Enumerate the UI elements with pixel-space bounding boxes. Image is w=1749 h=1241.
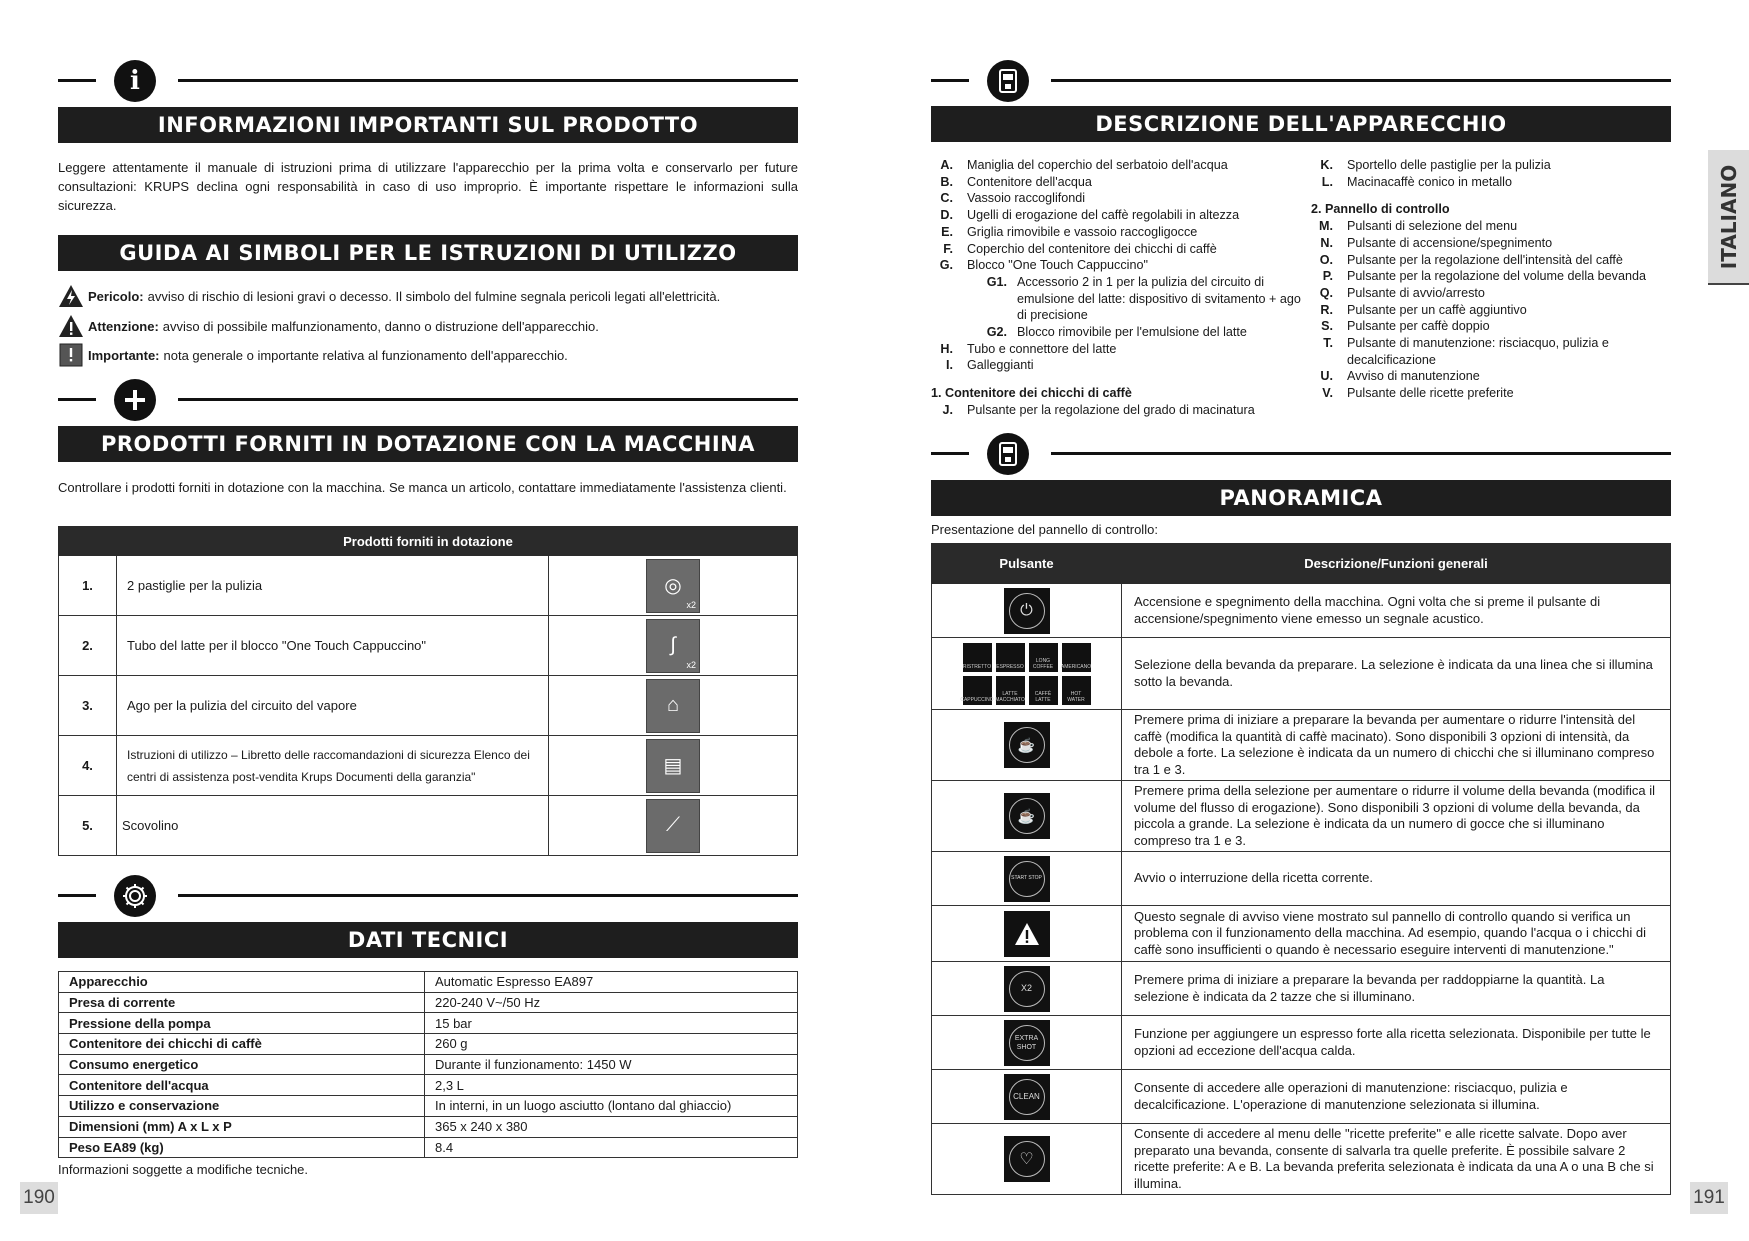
table-header: Prodotti forniti in dotazione (59, 527, 798, 556)
coffee-intensity-icon: ☕ (1004, 722, 1050, 768)
list-item: I. Galleggianti (946, 358, 1034, 373)
espresso-icon: ESPRESSO (996, 643, 1025, 672)
double-coffee-icon: X2 (1004, 966, 1050, 1012)
table-row: Questo segnale di avviso viene mostrato sul pannello di controllo quando si verifica un problema con il funzionamento della macchina. Ad esempio, quando l'acqua o i chicchi di caffè sono insufficienti o quando è necessario eseguire interventi di manutenzione." (932, 906, 1671, 962)
control-panel-table (931, 543, 1671, 1195)
heart-favorites-icon: ♡ (1004, 1136, 1050, 1182)
table-row: CLEAN Consente di accedere alle operazioni di manutenzione: risciacquo, pulizia e decalcificazione. L'operazione di manutenzione selezionata si illumina. (932, 1070, 1671, 1124)
maintenance-warning-icon (1004, 911, 1050, 957)
table-row: Utilizzo e conservazione In interni, in un luogo asciutto (lontano dal ghiaccio) (59, 1096, 798, 1117)
start-stop-icon: START STOP (1004, 856, 1050, 902)
table-row: ☕ Premere prima di iniziare a preparare la bevanda per aumentare o ridurre l'intensità del caffè (modifica la quantità di caffè macinato). Sono disponibili 3 opzioni di intensità, da debole a forte. La selezione è indicata da un numero di chicchi che si illuminano compreso tra 1 e 3. (932, 710, 1671, 781)
table-row: 1. 2 pastiglie per la pulizia ◎ x2 (59, 556, 798, 616)
list-item: U. Avviso di manutenzione (1320, 369, 1480, 384)
section-divider (931, 433, 1671, 473)
important-note-icon (58, 342, 84, 368)
table-row: 5. Scovolino ⟋ (59, 796, 798, 856)
gear-icon (114, 875, 156, 917)
table-row: Peso EA89 (kg) 8.4 (59, 1137, 798, 1158)
coffee-machine-icon (987, 60, 1029, 102)
manual-book-icon: ▤ (646, 739, 700, 793)
symbol-row-danger: Pericolo: avviso di rischio di lesioni gravi o decesso. Il simbolo del fulmine segnala pericoli legati all'elettricità. (58, 283, 798, 309)
section-divider (58, 379, 798, 419)
table-row: X2 Premere prima di iniziare a preparare la bevanda per raddoppiarne la quantità. La selezione è indicata da 2 tazze che si illuminano. (932, 962, 1671, 1016)
long-coffee-icon: LONG COFFEE (1029, 643, 1058, 672)
parts-list-column-2 (1311, 157, 1671, 402)
page-number: 190 (20, 1182, 58, 1214)
supplied-paragraph: Controllare i prodotti forniti in dotazione con la macchina. Se manca un articolo, contattare immediatamente l'assistenza clienti. (58, 480, 787, 495)
list-item: R. Pulsante per un caffè aggiuntivo (1320, 302, 1527, 317)
list-item: A. Maniglia del coperchio del serbatoio dell'acqua (940, 158, 1228, 172)
list-item: K. Sportello delle pastiglie per la pulizia (1320, 158, 1551, 172)
technical-data-table (58, 971, 798, 1158)
warning-triangle-icon (58, 313, 84, 339)
list-item: L. Macinacaffè conico in metallo (1321, 174, 1512, 189)
table-row: 2. Tubo del latte per il blocco "One Touch Cappuccino" ∫ x2 (59, 616, 798, 676)
list-item: N. Pulsante di accensione/spegnimento (1320, 235, 1553, 250)
table-row: Contenitore dei chicchi di caffè 260 g (59, 1034, 798, 1055)
list-item: G1. Accessorio 2 in 1 per la pulizia del circuito di emulsione del latte: dispositivo di svitamento + ago di precisione (986, 274, 1301, 323)
list-item: Q. Pulsante di avvio/arresto (1319, 285, 1485, 300)
latte-macchiato-icon: LATTE MACCHIATO (996, 676, 1025, 705)
drink-selection-icons (960, 643, 1092, 705)
ristretto-icon: RISTRETTO (963, 643, 992, 672)
symbol-row-important: Importante: nota generale o importante relativa al funzionamento dell'apparecchio. (58, 342, 798, 368)
table-row: ☕ Premere prima della selezione per aumentare o ridurre il volume della bevanda (modifica il volume del flusso di erogazione). Sono disponibili 3 opzioni di volume della bevanda, da piccola a grande. La selezione è indicata da un numero di gocce che si illuminano compreso tra 1 e 3. (932, 781, 1671, 852)
list-item: S. Pulsante per caffè doppio (1321, 319, 1490, 334)
extra-shot-icon: EXTRA SHOT (1004, 1020, 1050, 1066)
column-header: Descrizione/Funzioni generali (1122, 544, 1671, 584)
power-icon: ⏻ (1004, 588, 1050, 634)
section-divider (931, 60, 1671, 100)
table-row: RISTRETTO ESPRESSO LONG COFFEE AMERICANO CAPPUCCINO LATTE MACCHIATO CAFFÈ LATTE HOT WATER Selezione della bevanda da preparare. La selezione è indicata da una linea che si illumina sotto la bevanda. (932, 638, 1671, 710)
section-divider (58, 60, 798, 100)
brush-icon: ⟋ (646, 799, 700, 853)
subsection-title: 2. Pannello di controllo (1311, 202, 1450, 217)
list-item: M. Pulsanti di selezione del menu (1319, 219, 1518, 234)
cleaning-tablet-icon: ◎ x2 (646, 559, 700, 613)
list-item: V. Pulsante delle ricette preferite (1322, 386, 1514, 401)
list-item: B. Contenitore dell'acqua (940, 174, 1092, 189)
parts-list-column-1 (931, 157, 1311, 419)
list-item: O. Pulsante per la regolazione dell'intensità del caffè (1319, 252, 1623, 267)
milk-tube-icon: ∫ x2 (646, 619, 700, 673)
right-page (931, 0, 1671, 1241)
section-title: GUIDA AI SIMBOLI PER LE ISTRUZIONI DI UTILIZZO (58, 235, 798, 271)
list-item: P. Pulsante per la regolazione del volume della bevanda (1322, 269, 1646, 284)
americano-icon: AMERICANO (1062, 643, 1091, 672)
coffee-machine-icon (987, 433, 1029, 475)
footnote: Informazioni soggette a modifiche tecniche. (58, 1162, 309, 1177)
table-row: EXTRA SHOT Funzione per aggiungere un espresso forte alla ricetta selezionata. Disponibile per tutte le opzioni ad eccezione dell'acqua calda. (932, 1016, 1671, 1070)
table-row: START STOP Avvio o interruzione della ricetta corrente. (932, 852, 1671, 906)
section-title: INFORMAZIONI IMPORTANTI SUL PRODOTTO (58, 107, 798, 143)
list-item: G. Blocco "One Touch Cappuccino" (939, 258, 1148, 273)
table-row: ♡ Consente di accedere al menu delle "ricette preferite" e alle ricette salvate. Dopo aver preparato una bevanda, consente di salvarla tra quelle preferite. È possibile salvare 2 ricette preferite: A e B. La bevanda preferita selezionata è indicata da una A o una B che si illumina. (932, 1124, 1671, 1195)
section-title: DESCRIZIONE DELL'APPARECCHIO (931, 106, 1671, 142)
cappuccino-icon: CAPPUCCINO (963, 676, 992, 705)
list-item: F. Coperchio del contenitore dei chicchi di caffè (943, 241, 1217, 256)
page-number: 191 (1690, 1182, 1728, 1214)
table-row: Pressione della pompa 15 bar (59, 1013, 798, 1034)
table-row: Apparecchio Automatic Espresso EA897 (59, 972, 798, 993)
section-title: DATI TECNICI (58, 922, 798, 958)
table-row: Consumo energetico Durante il funzionamento: 1450 W (59, 1054, 798, 1075)
panel-intro: Presentazione del pannello di controllo: (931, 522, 1158, 537)
list-item: C. Vassoio raccoglifondi (940, 191, 1086, 206)
table-row: Contenitore dell'acqua 2,3 L (59, 1075, 798, 1096)
hot-water-icon: HOT WATER (1062, 676, 1091, 705)
section-title: PRODOTTI FORNITI IN DOTAZIONE CON LA MACCHINA (58, 426, 798, 462)
list-item: E. Griglia rimovibile e vassoio raccogligocce (941, 224, 1198, 239)
section-divider (58, 875, 798, 915)
table-row: 3. Ago per la pulizia del circuito del vapore ⌂ (59, 676, 798, 736)
table-row: 4. Istruzioni di utilizzo – Libretto delle raccomandazioni di sicurezza Elenco dei centri di assistenza post-vendita Krups Documenti della garanzia" ▤ (59, 736, 798, 796)
supplied-products-table (58, 526, 798, 856)
symbol-row-warning: Attenzione: avviso di possibile malfunzionamento, danno o distruzione dell'apparecchio. (58, 313, 798, 339)
list-item: H. Tubo e connettore del latte (940, 341, 1117, 356)
table-row: Presa di corrente 220-240 V~/50 Hz (59, 992, 798, 1013)
info-icon: i (114, 60, 156, 102)
left-page (58, 0, 798, 1241)
list-item: T. Pulsante di manutenzione: risciacquo, pulizia e decalcificazione (1323, 336, 1609, 367)
intro-paragraph: Leggere attentamente il manuale di istruzioni prima di utilizzare l'apparecchio per la prima volta e conservarlo per future consultazioni: KRUPS declina ogni responsabilità in caso di uso improprio. È importante rispettare le informazioni sulla sicurezza. (58, 160, 798, 213)
cleaning-needle-icon: ⌂ (646, 679, 700, 733)
table-row: ⏻ Accensione e spegnimento della macchina. Ogni volta che si preme il pulsante di accensione/spegnimento viene emesso un segnale acustico. (932, 584, 1671, 638)
clean-icon: CLEAN (1004, 1074, 1050, 1120)
list-item: J. Pulsante per la regolazione del grado di macinatura (942, 402, 1255, 417)
language-tab: ITALIANO (1708, 150, 1749, 285)
caffe-latte-icon: CAFFÈ LATTE (1029, 676, 1058, 705)
plus-icon (114, 379, 156, 421)
table-row: Dimensioni (mm) A x L x P 365 x 240 x 380 (59, 1116, 798, 1137)
list-item: G2. Blocco rimovibile per l'emulsione del latte (986, 325, 1247, 340)
section-title: PANORAMICA (931, 480, 1671, 516)
subsection-title: 1. Contenitore dei chicchi di caffè (931, 386, 1132, 401)
column-header: Pulsante (932, 544, 1122, 584)
beverage-volume-icon: ☕ (1004, 793, 1050, 839)
lightning-warning-icon (58, 283, 84, 309)
list-item: D. Ugelli di erogazione del caffè regolabili in altezza (940, 208, 1240, 223)
